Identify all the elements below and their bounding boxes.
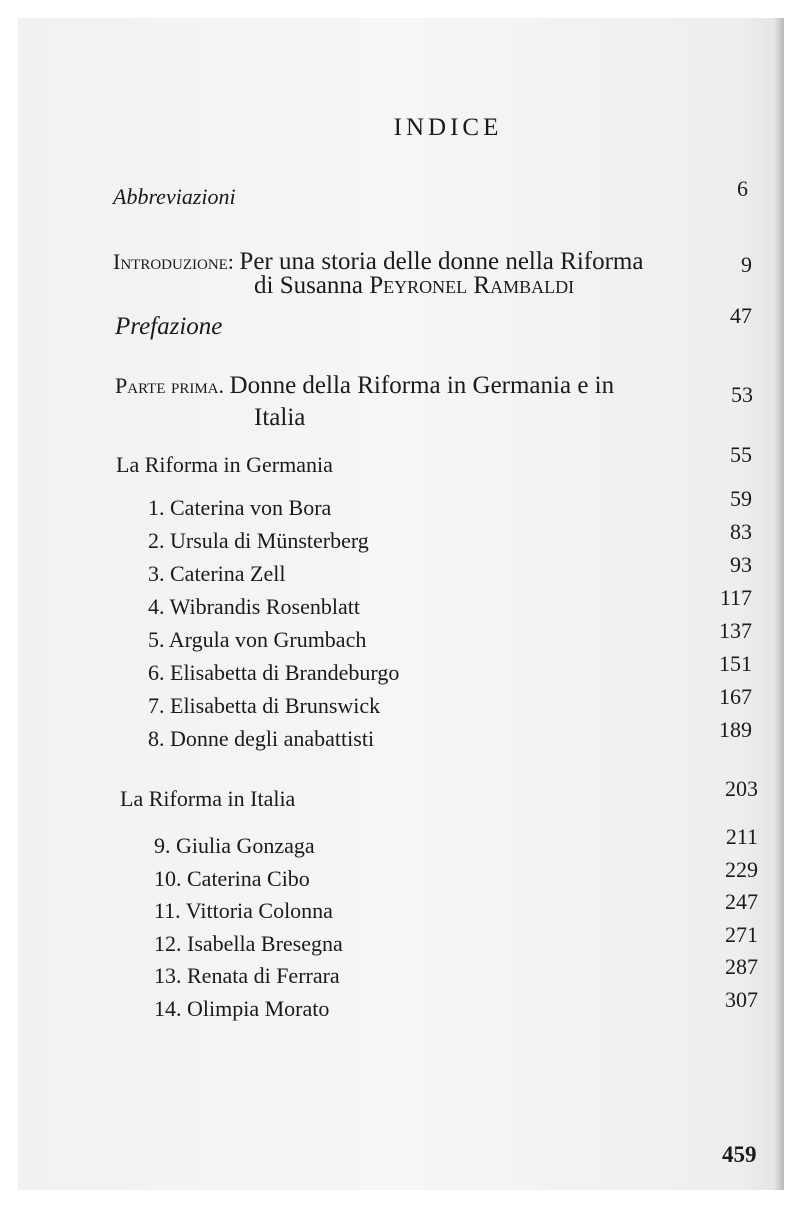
toc-chapter: 7. Elisabetta di Brunswick — [148, 693, 381, 718]
toc-page-number: 203 — [725, 776, 758, 801]
toc-parte-prima — [115, 372, 614, 400]
toc-chapter: 11. Vittoria Colonna — [154, 898, 333, 923]
toc-page-number: 137 — [719, 618, 752, 643]
toc-page-number: 6 — [737, 176, 748, 201]
toc-text: Donne della Riforma in Germania e in — [229, 372, 615, 399]
toc-chapter: 8. Donne degli anabattisti — [148, 726, 375, 751]
toc-page-number: 53 — [731, 382, 753, 407]
toc-chapter: 6. Elisabetta di Brandeburgo — [148, 660, 400, 685]
page-edge-shadow — [774, 18, 784, 1190]
book-page — [18, 18, 784, 1190]
toc-page-number: 9 — [741, 252, 752, 277]
toc-text: Per una storia delle donne nella Riforma — [239, 248, 644, 275]
toc-chapter: 1. Caterina von Bora — [148, 495, 332, 520]
page-title: INDICE — [393, 114, 503, 141]
toc-page-number: 189 — [719, 717, 752, 742]
toc-page-number: 287 — [725, 954, 758, 979]
bleed-through-text — [488, 40, 493, 63]
toc-chapter: 12. Isabella Bresegna — [154, 930, 343, 956]
toc-introduzione-author — [254, 272, 574, 300]
toc-abbreviazioni — [113, 184, 236, 210]
page-folio: 459 — [722, 1142, 757, 1167]
toc-chapter: 14. Olimpia Morato — [154, 995, 330, 1021]
toc-chapter: 3. Caterina Zell — [148, 561, 286, 586]
toc-label: Parte prima. — [115, 373, 225, 398]
toc-page-number: 229 — [725, 856, 758, 882]
toc-page-number: 55 — [730, 442, 752, 467]
toc-chapter: 13. Renata di Ferrara — [154, 963, 340, 988]
toc-section-germania: La Riforma in Germania — [116, 452, 333, 477]
toc-page-number: 167 — [719, 684, 752, 709]
toc-chapter: 9. Giulia Gonzaga — [154, 833, 315, 858]
toc-author-name: Peyronel Rambaldi — [369, 272, 575, 299]
toc-page-number: 247 — [725, 889, 758, 914]
toc-page-number: 271 — [725, 921, 758, 947]
toc-label: Introduzione: — [113, 249, 234, 274]
toc-parte-prima-line2: Italia — [254, 404, 306, 431]
toc-chapter: 4. Wibrandis Rosenblatt — [148, 594, 360, 619]
toc-label: Abbreviazioni — [113, 184, 236, 209]
toc-page-number: 93 — [730, 552, 752, 577]
toc-page-number: 117 — [719, 585, 752, 610]
toc-page-number: 47 — [730, 303, 752, 328]
toc-prefazione: Prefazione — [115, 313, 223, 340]
toc-page-number: 151 — [719, 651, 752, 676]
toc-text: di Susanna — [254, 272, 370, 299]
toc-chapter: 10. Caterina Cibo — [154, 865, 310, 891]
toc-page-number: 59 — [730, 486, 752, 511]
toc-page-number: 307 — [725, 986, 758, 1012]
toc-chapter: 2. Ursula di Münsterberg — [148, 528, 369, 553]
toc-page-number: 83 — [730, 519, 752, 544]
toc-chapter: 5. Argula von Grumbach — [148, 627, 367, 652]
toc-page-number: 211 — [725, 824, 758, 849]
toc-section-italia: La Riforma in Italia — [120, 786, 296, 811]
